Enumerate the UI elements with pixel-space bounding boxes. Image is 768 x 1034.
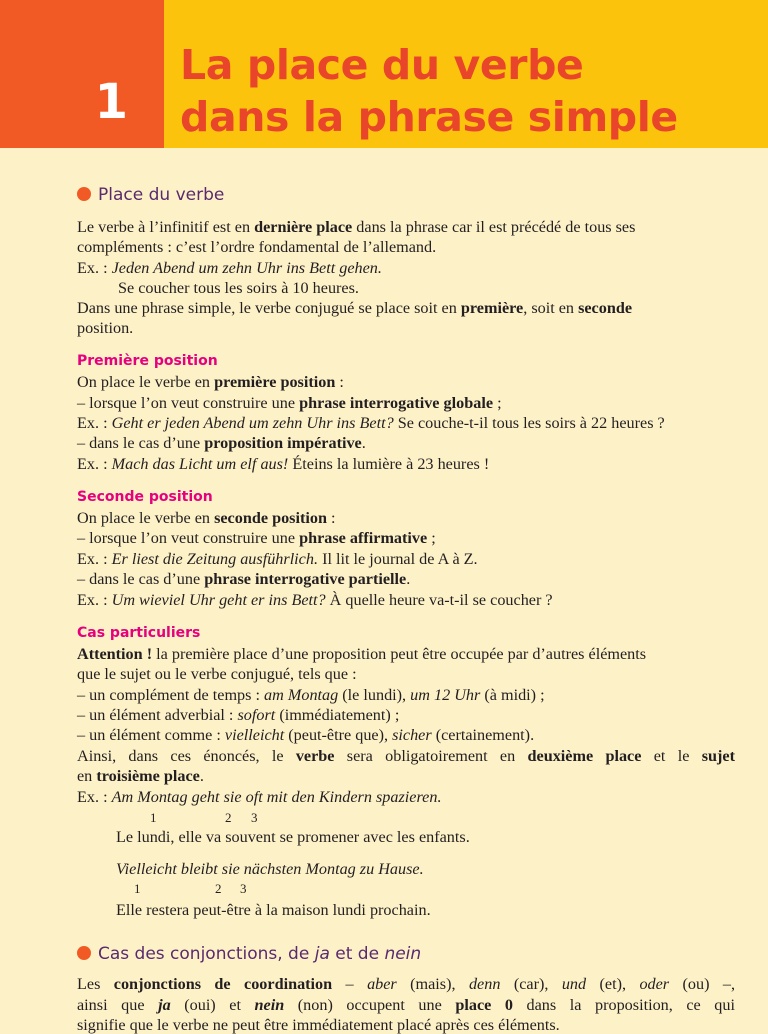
text-line: Les conjonctions de coordination – aber (mais), denn (car), und (et), oder (ou) –,	[77, 975, 736, 993]
chapter-number: 1	[94, 74, 128, 130]
list-item: – lorsque l’on veut construire une phrase interrogative globale ;	[77, 394, 502, 412]
word-position-number: 2	[215, 881, 222, 896]
text-line: compléments : c’est l’ordre fondamental de l’allemand.	[77, 238, 437, 256]
bullet-dot-icon	[77, 187, 91, 201]
example-line: Vielleicht bleibt sie nächsten Montag zu Hause.	[116, 860, 424, 878]
chapter-number-block	[0, 0, 164, 148]
text-line: en troisième place.	[77, 767, 204, 785]
text-line: Ainsi, dans ces énoncés, le verbe sera obligatoirement en deuxième place et le sujet	[77, 747, 735, 765]
section-heading-place-du-verbe: Place du verbe	[77, 187, 224, 204]
text-line: On place le verbe en première position :	[77, 373, 344, 391]
text-line: Dans une phrase simple, le verbe conjugué se place soit en première, soit en seconde	[77, 299, 633, 317]
example-line: Ex. : Geht er jeden Abend um zehn Uhr ins Bett? Se couche-t-il tous les soirs à 22 heures ?	[77, 414, 665, 432]
word-position-number: 3	[240, 881, 247, 896]
example-line: Ex. : Um wieviel Uhr geht er ins Bett? À quelle heure va-t-il se coucher ?	[77, 591, 553, 609]
list-item: – un complément de temps : am Montag (le lundi), um 12 Uhr (à midi) ;	[77, 686, 545, 704]
subheading-cas-particuliers: Cas particuliers	[77, 625, 201, 641]
list-item: – un élément comme : vielleicht (peut-être que), sicher (certainement).	[77, 726, 535, 744]
chapter-title-line1: La place du verbe	[180, 41, 584, 89]
text-line: ainsi que ja (oui) et nein (non) occupent une place 0 dans la proposition, ce qui	[77, 996, 735, 1014]
text-line: On place le verbe en seconde position :	[77, 509, 336, 527]
section-heading-conjonctions: Cas des conjonctions, de ja et de nein	[77, 946, 421, 963]
subheading-seconde-position: Seconde position	[77, 489, 213, 505]
list-item: – dans le cas d’une phrase interrogative partielle.	[77, 570, 411, 588]
bullet-dot-icon	[77, 946, 91, 960]
example-line: Ex. : Am Montag geht sie oft mit den Kindern spazieren.	[77, 788, 442, 806]
text-line: Le verbe à l’infinitif est en dernière place dans la phrase car il est précédé de tous ses	[77, 218, 636, 236]
subheading-premiere-position: Première position	[77, 353, 218, 369]
example-translation: Le lundi, elle va souvent se promener avec les enfants.	[116, 828, 470, 846]
list-item: – lorsque l’on veut construire une phrase affirmative ;	[77, 529, 436, 547]
example-translation: Elle restera peut-être à la maison lundi prochain.	[116, 901, 431, 919]
text-line: position.	[77, 319, 134, 337]
text-line: Attention ! la première place d’une proposition peut être occupée par d’autres éléments	[77, 645, 647, 663]
example-line: Ex. : Er liest die Zeitung ausführlich. Il lit le journal de A à Z.	[77, 550, 478, 568]
example-line: Ex. : Jeden Abend um zehn Uhr ins Bett gehen.	[77, 259, 382, 277]
example-line: Ex. : Mach das Licht um elf aus! Éteins la lumière à 23 heures !	[77, 455, 490, 473]
word-position-number: 1	[134, 881, 141, 896]
word-position-number: 3	[251, 810, 258, 825]
chapter-title-line2: dans la phrase simple	[180, 93, 678, 141]
chapter-title-block	[164, 0, 768, 148]
text-line: que le sujet ou le verbe conjugué, tels que :	[77, 665, 357, 683]
list-item: – un élément adverbial : sofort (immédiatement) ;	[77, 706, 400, 724]
word-position-number: 1	[150, 810, 157, 825]
example-translation: Se coucher tous les soirs à 10 heures.	[118, 279, 359, 297]
list-item: – dans le cas d’une proposition impérative.	[77, 434, 366, 452]
word-position-number: 2	[225, 810, 232, 825]
text-line: signifie que le verbe ne peut être immédiatement placé après ces éléments.	[77, 1016, 560, 1034]
